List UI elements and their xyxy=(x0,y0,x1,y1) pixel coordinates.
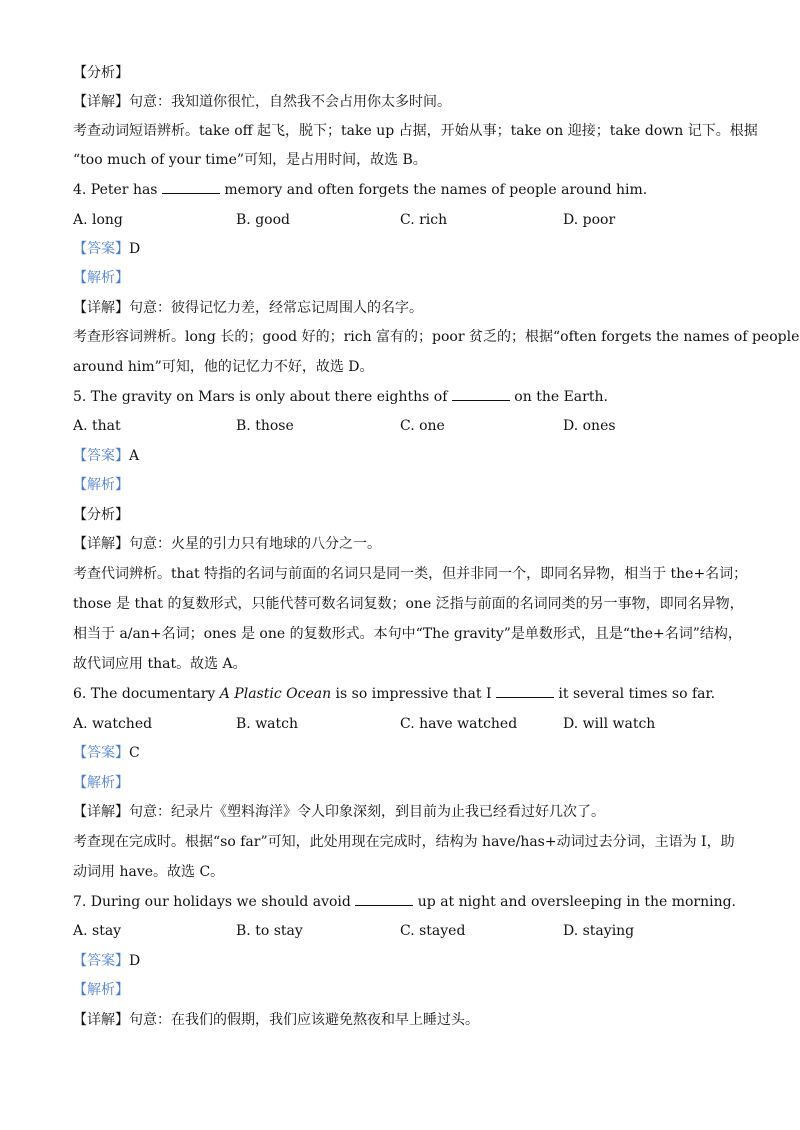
question-5 xyxy=(73,387,608,407)
option-a: A. that xyxy=(73,418,121,434)
question-text: memory and often forgets the names of people around him. xyxy=(219,182,648,198)
option-a: A. long xyxy=(73,212,123,228)
answer-value: C xyxy=(129,745,140,761)
documentary-title: A Plastic Ocean xyxy=(219,686,332,702)
answer-value: D xyxy=(129,953,141,969)
question-text: 7. During our holidays we should avoid xyxy=(73,894,356,910)
option-b: B. those xyxy=(236,418,294,434)
question-text: 5. The gravity on Mars is only about there eighths of xyxy=(73,389,452,405)
detail-line: around him”可知，他的记忆力不好，故选 D。 xyxy=(73,359,374,375)
answer-line xyxy=(73,743,140,763)
detail-line: 考查动词短语辨析。take off 起飞，脱下；take up 占据，开始从事；take on 迎接；take down 记下。根据 xyxy=(73,123,758,139)
explanation-label: 【解析】 xyxy=(73,775,129,791)
detail-line: 动词用 have。故选 C。 xyxy=(73,864,225,880)
detail-line: 【详解】句意：彼得记忆力差，经常忘记周围人的名字。 xyxy=(73,300,423,316)
analysis-heading: 【分析】 xyxy=(73,507,129,523)
detail-line: 【详解】句意：纪录片《塑料海洋》令人印象深刻，到目前为止我已经看过好几次了。 xyxy=(73,804,605,820)
answer-line xyxy=(73,951,140,971)
question-text: on the Earth. xyxy=(509,389,608,405)
option-b: B. watch xyxy=(236,716,299,732)
question-text: 6. The documentary xyxy=(73,686,220,702)
question-text: is so impressive that I xyxy=(331,686,496,702)
option-a: A. watched xyxy=(73,716,153,732)
option-c: C. stayed xyxy=(400,923,466,939)
answer-label: 【答案】 xyxy=(73,953,129,969)
question-4 xyxy=(73,180,647,200)
detail-line: 【详解】句意：在我们的假期，我们应该避免熬夜和早上睡过头。 xyxy=(73,1012,479,1028)
explanation-label: 【解析】 xyxy=(73,477,129,493)
answer-blank xyxy=(452,388,510,401)
option-c: C. rich xyxy=(400,212,448,228)
option-c: C. have watched xyxy=(400,716,518,732)
option-b: B. good xyxy=(236,212,290,228)
detail-line: “too much of your time”可知，是占用时间，故选 B。 xyxy=(73,152,427,168)
question-7 xyxy=(73,892,736,912)
answer-value: A xyxy=(129,448,140,464)
question-text: up at night and oversleeping in the morning. xyxy=(413,894,737,910)
option-d: D. staying xyxy=(563,923,635,939)
answer-blank xyxy=(355,893,413,906)
explanation-label: 【解析】 xyxy=(73,270,129,286)
answer-value: D xyxy=(129,241,141,257)
answer-label: 【答案】 xyxy=(73,448,129,464)
detail-line: 考查形容词辨析。long 长的；good 好的；rich 富有的；poor 贫乏的；根据“often forgets the names of people xyxy=(73,329,800,345)
option-d: D. ones xyxy=(563,418,616,434)
question-text: 4. Peter has xyxy=(73,182,162,198)
analysis-heading: 【分析】 xyxy=(73,65,129,81)
detail-line: 【详解】句意：火星的引力只有地球的八分之一。 xyxy=(73,536,381,552)
detail-line: 【详解】句意：我知道你很忙，自然我不会占用你太多时间。 xyxy=(73,94,451,110)
explanation-label: 【解析】 xyxy=(73,982,129,998)
answer-line xyxy=(73,446,139,466)
answer-line xyxy=(73,239,140,259)
answer-label: 【答案】 xyxy=(73,745,129,761)
answer-blank xyxy=(496,685,554,698)
answer-blank xyxy=(162,181,220,194)
question-text: it several times so far. xyxy=(553,686,716,702)
option-d: D. poor xyxy=(563,212,616,228)
detail-line: 故代词应用 that。故选 A。 xyxy=(73,656,247,672)
detail-line: 考查代词辨析。that 特指的名词与前面的名词只是同一类，但并非同一个，即同名异物，相当于 the+名词； xyxy=(73,566,748,582)
option-d: D. will watch xyxy=(563,716,656,732)
detail-line: 考查现在完成时。根据“so far”可知，此处用现在完成时，结构为 have/has+动词过去分词，主语为 I，助 xyxy=(73,834,735,850)
answer-label: 【答案】 xyxy=(73,241,129,257)
question-6 xyxy=(73,684,715,704)
option-c: C. one xyxy=(400,418,445,434)
option-a: A. stay xyxy=(73,923,122,939)
option-b: B. to stay xyxy=(236,923,303,939)
detail-line: those 是 that 的复数形式，只能代替可数名词复数；one 泛指与前面的名词同类的另一事物，即同名异物， xyxy=(73,596,744,612)
detail-line: 相当于 a/an+名词；ones 是 one 的复数形式。本句中“The gravity”是单数形式，且是“the+名词”结构， xyxy=(73,626,742,642)
